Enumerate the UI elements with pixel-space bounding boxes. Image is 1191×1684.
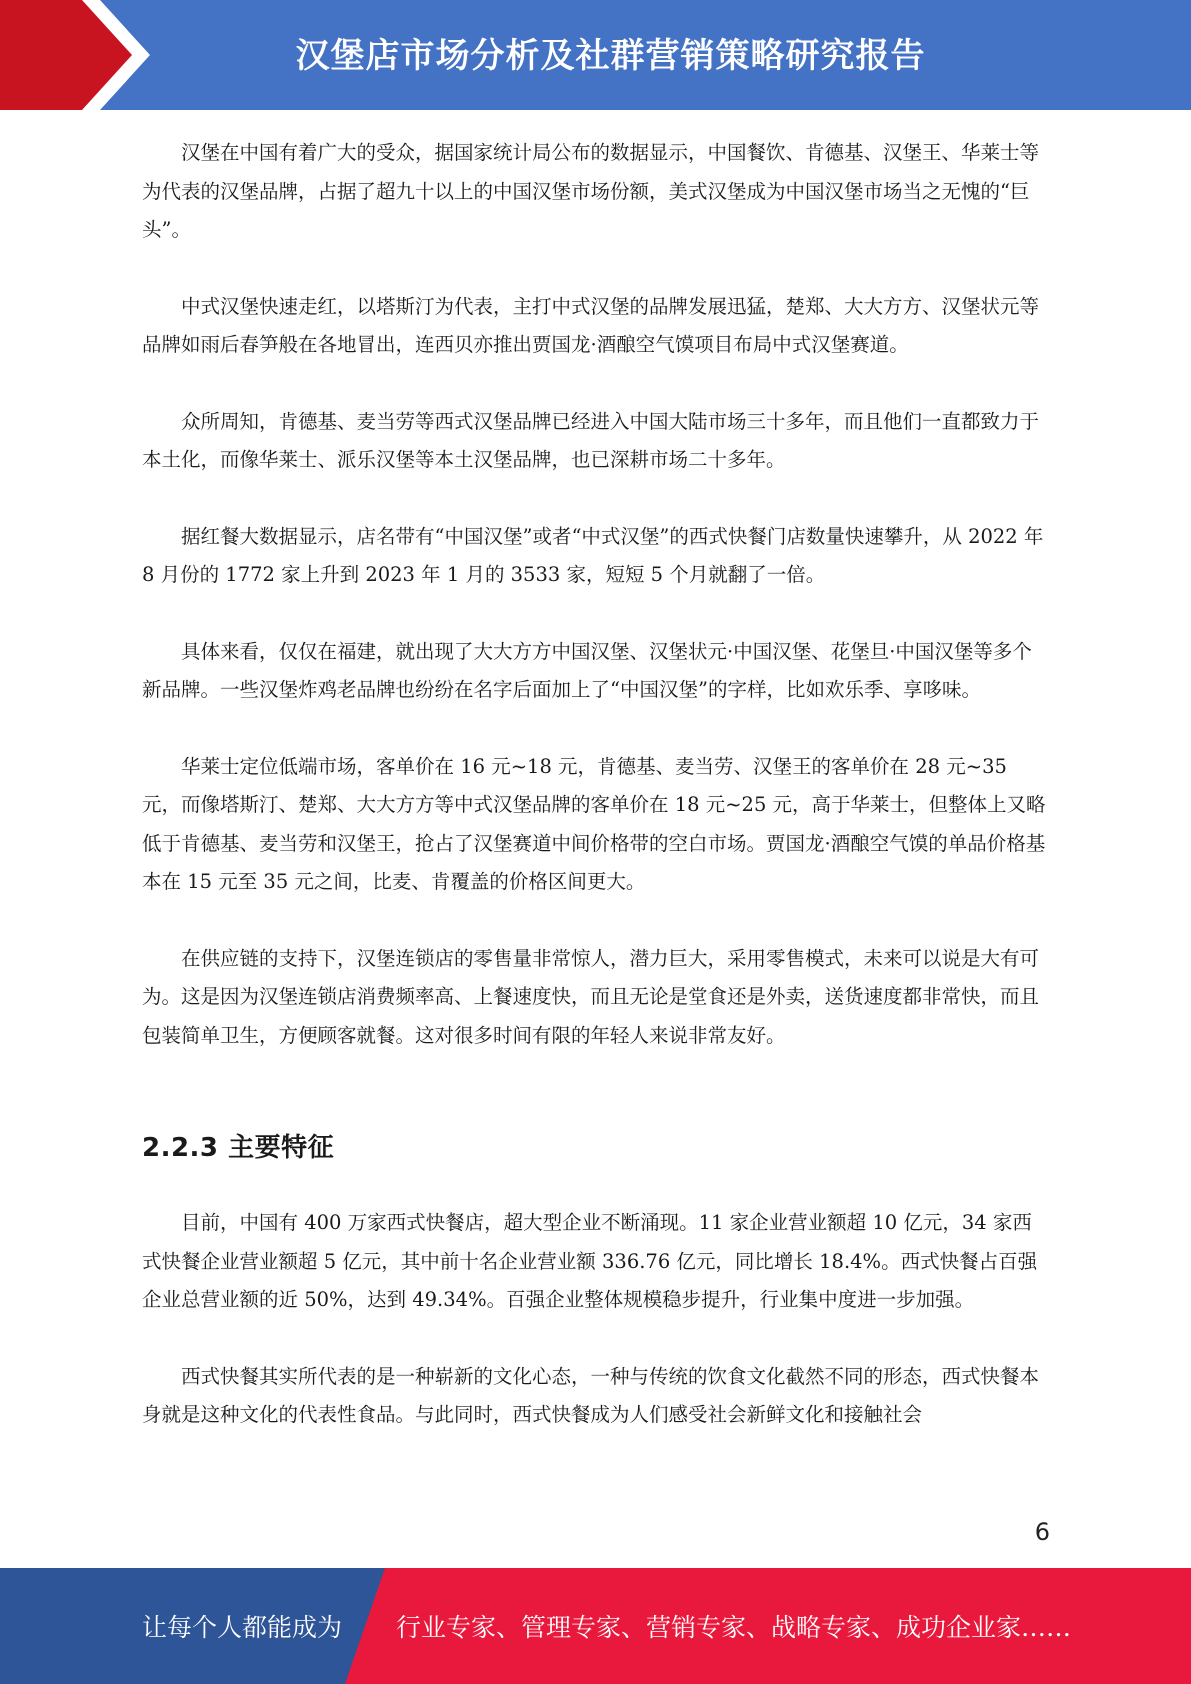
page-header bbox=[0, 0, 1191, 110]
section-heading: 2.2.3 主要特征 bbox=[142, 1133, 335, 1163]
paragraph: 华莱士定位低端市场，客单价在 16 元~18 元，肯德基、麦当劳、汉堡王的客单价在 28 元~35 元，而像塔斯汀、楚郑、大大方方等中式汉堡品牌的客单价在 18 元~25 元，高于华莱士，但整体上又略低于肯德基、麦当劳和汉堡王，抢占了汉堡赛道中间价格带的空白市场。贾国龙·酒酿空气馍的单品价格基本在 15 元至 35 元之间，比麦、肯覆盖的价格区间更大。 bbox=[142, 754, 1046, 893]
report-title: 汉堡店市场分析及社群营销策略研究报告 bbox=[295, 36, 926, 76]
paragraph: 众所周知，肯德基、麦当劳等西式汉堡品牌已经进入中国大陆市场三十多年，而且他们一直都致力于本土化，而像华莱士、派乐汉堡等本土汉堡品牌，也已深耕市场二十多年。 bbox=[142, 409, 1040, 471]
paragraph: 汉堡在中国有着广大的受众，据国家统计局公布的数据显示，中国餐饮、肯德基、汉堡王、华莱士等为代表的汉堡品牌，占据了超九十以上的中国汉堡市场份额，美式汉堡成为中国汉堡市场当之无愧的“巨头”。 bbox=[142, 141, 1040, 241]
page-number: 6 bbox=[1034, 1518, 1050, 1546]
paragraph: 具体来看，仅仅在福建，就出现了大大方方中国汉堡、汉堡状元·中国汉堡、花堡旦·中国汉堡等多个新品牌。一些汉堡炸鸡老品牌也纷纷在名字后面加上了“中国汉堡”的字样，比如欢乐季、享哆味。 bbox=[142, 639, 1032, 701]
paragraph: 在供应链的支持下，汉堡连锁店的零售量非常惊人，潜力巨大，采用零售模式，未来可以说是大有可为。这是因为汉堡连锁店消费频率高、上餐速度快，而且无论是堂食还是外卖，送货速度都非常快，而且包装简单卫生，方便顾客就餐。这对很多时间有限的年轻人来说非常友好。 bbox=[142, 946, 1040, 1047]
footer-slogan-left: 让每个人都能成为 bbox=[142, 1613, 343, 1642]
page-content bbox=[142, 134, 1048, 1435]
paragraph: 据红餐大数据显示，店名带有“中国汉堡”或者“中式汉堡”的西式快餐门店数量快速攀升，从 2022 年 8 月份的 1772 家上升到 2023 年 1 月的 3533 家，短短 5 个月就翻了一倍。 bbox=[142, 524, 1044, 586]
page-footer bbox=[0, 1568, 1191, 1684]
paragraph: 中式汉堡快速走红，以塔斯汀为代表，主打中式汉堡的品牌发展迅猛，楚郑、大大方方、汉堡状元等品牌如雨后春笋般在各地冒出，连西贝亦推出贾国龙·酒酿空气馍项目布局中式汉堡赛道。 bbox=[142, 294, 1040, 356]
paragraph: 西式快餐其实所代表的是一种崭新的文化心态，一种与传统的饮食文化截然不同的形态，西式快餐本身就是这种文化的代表性食品。与此同时，西式快餐成为人们感受社会新鲜文化和接触社会 bbox=[142, 1364, 1040, 1426]
paragraph: 目前，中国有 400 万家西式快餐店，超大型企业不断涌现。11 家企业营业额超 10 亿元，34 家西式快餐企业营业额超 5 亿元，其中前十名企业营业额 336.76 亿元，同比增长 18.4%。西式快餐占百强企业总营业额的近 50%，达到 49.34%。百强企业整体规模稳步提升，行业集中度进一步加强。 bbox=[142, 1211, 1038, 1311]
footer-slogan-right: 行业专家、管理专家、营销专家、战略专家、成功企业家…… bbox=[396, 1613, 1072, 1642]
